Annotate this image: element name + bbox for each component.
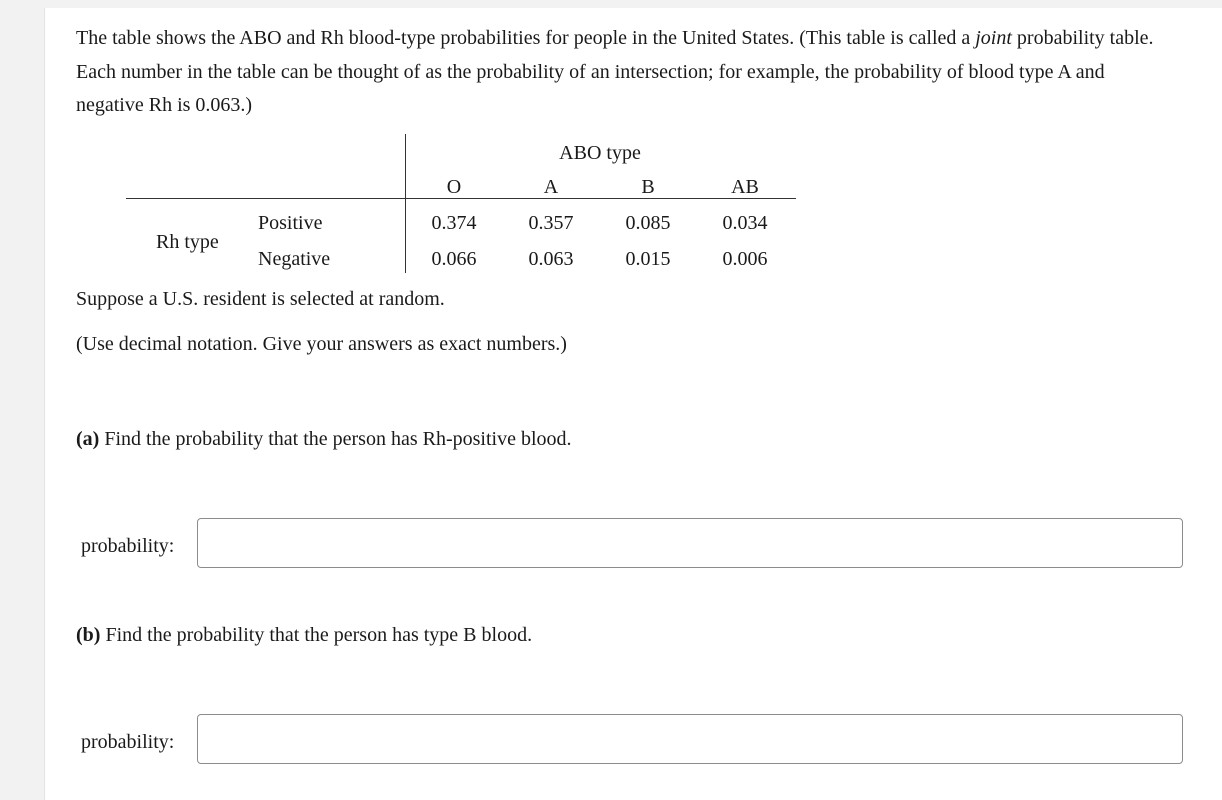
instructions-text: (Use decimal notation. Give your answers as exact numbers.) (76, 333, 567, 355)
row-group-header: Rh type (156, 231, 219, 253)
column-header-ab: AB (731, 176, 759, 198)
cell-positive-o: 0.374 (431, 212, 477, 234)
answer-b-label: probability: (81, 731, 175, 753)
column-header-a: A (543, 176, 559, 198)
question-b-part-label: (b) (76, 624, 101, 646)
intro-italic-word: joint (975, 27, 1012, 49)
column-group-header: ABO type (559, 142, 641, 164)
question-b-prompt: Find the probability that the person has type B blood. (100, 624, 533, 646)
column-header-o: O (446, 176, 462, 198)
intro-text-end: probability table. Each number in the table can be thought of as the probability of an intersection; for example, the probability of blood type A and negative Rh is 0.063.) (76, 27, 1154, 116)
cell-negative-a: 0.063 (528, 248, 574, 270)
cell-negative-o: 0.066 (431, 248, 477, 270)
joint-probability-table (126, 134, 796, 274)
cell-positive-a: 0.357 (528, 212, 574, 234)
intro-paragraph (76, 22, 1156, 123)
row-label-negative: Negative (258, 248, 331, 270)
question-b (76, 624, 532, 647)
question-a-prompt: Find the probability that the person has Rh-positive blood. (99, 428, 572, 450)
cell-positive-b: 0.085 (625, 212, 671, 234)
cell-negative-b: 0.015 (625, 248, 671, 270)
cell-positive-ab: 0.034 (722, 212, 768, 234)
answer-a-input[interactable] (197, 518, 1183, 568)
question-page (44, 8, 1222, 800)
answer-b-input[interactable] (197, 714, 1183, 764)
question-a (76, 428, 572, 451)
cell-negative-ab: 0.006 (722, 248, 768, 270)
setup-text: Suppose a U.S. resident is selected at random. (76, 288, 445, 310)
table-vertical-divider (405, 134, 406, 273)
column-header-b: B (641, 176, 655, 198)
question-a-part-label: (a) (76, 428, 100, 450)
intro-text-start: The table shows the ABO and Rh blood-type probabilities for people in the United States. (This table is called a (76, 27, 976, 49)
row-label-positive: Positive (258, 212, 323, 234)
answer-a-label: probability: (81, 535, 175, 557)
